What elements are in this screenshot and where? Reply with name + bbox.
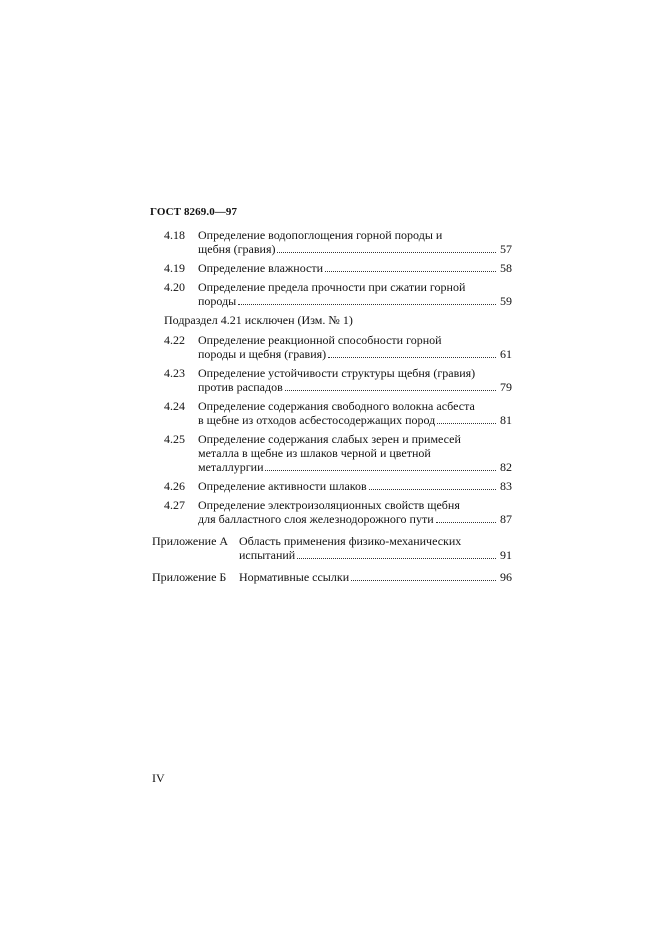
toc-title: Определение электроизоляционных свойств щебня xyxy=(198,498,460,512)
toc-title: Определение предела прочности при сжатии горной xyxy=(198,280,466,294)
toc-title-cont: металла в щебне из шлаков черной и цветной xyxy=(198,446,431,460)
toc-title: Определение влажности xyxy=(198,261,323,275)
document-header: ГОСТ 8269.0—97 xyxy=(150,206,238,218)
toc-appendix-b xyxy=(152,570,512,584)
toc-page: 59 xyxy=(500,294,512,308)
toc-title: Определение водопоглощения горной породы и xyxy=(198,228,443,242)
toc-title: Область применения физико-механических xyxy=(239,534,462,548)
toc-number: 4.20 xyxy=(164,280,185,294)
toc-page: 87 xyxy=(500,512,512,526)
toc-page: 57 xyxy=(500,242,512,256)
toc-number: 4.24 xyxy=(164,399,185,413)
toc-title-cont: в щебне из отходов асбестосодержащих пород xyxy=(198,413,436,427)
toc-title-cont: металлургии xyxy=(198,460,264,474)
leader-dots xyxy=(265,460,496,471)
toc-entry-4-26 xyxy=(152,479,512,493)
toc-excluded-note: Подраздел 4.21 исключен (Изм. № 1) xyxy=(164,313,353,327)
page-number-roman: IV xyxy=(152,771,165,785)
toc-title-cont: испытаний xyxy=(239,548,296,562)
toc-title: Определение содержания свободного волокна асбеста xyxy=(198,399,475,413)
toc-entry-4-22 xyxy=(152,333,512,361)
toc-entry-4-27 xyxy=(152,498,512,526)
toc-title: Нормативные ссылки xyxy=(239,570,350,584)
toc-entry-4-23 xyxy=(152,366,512,394)
toc-number: 4.27 xyxy=(164,498,185,512)
toc-number: 4.19 xyxy=(164,261,185,275)
leader-dots xyxy=(277,242,496,253)
toc-number: 4.22 xyxy=(164,333,185,347)
table-of-contents xyxy=(152,228,512,589)
toc-page: 83 xyxy=(500,479,512,493)
toc-page: 82 xyxy=(500,460,512,474)
toc-page: 61 xyxy=(500,347,512,361)
leader-dots xyxy=(369,479,496,490)
toc-number: 4.26 xyxy=(164,479,185,493)
toc-title: Определение содержания слабых зерен и примесей xyxy=(198,432,461,446)
toc-entry-4-25 xyxy=(152,432,512,474)
toc-entry-4-20 xyxy=(152,280,512,308)
toc-page: 81 xyxy=(500,413,512,427)
leader-dots xyxy=(325,261,496,272)
leader-dots xyxy=(238,294,496,305)
leader-dots xyxy=(285,380,496,391)
toc-title-cont: для балластного слоя железнодорожного пути xyxy=(198,512,434,526)
toc-page: 91 xyxy=(500,548,512,562)
toc-title-cont: против распадов xyxy=(198,380,283,394)
toc-title-cont: породы и щебня (гравия) xyxy=(198,347,327,361)
toc-title-cont: щебня (гравия) xyxy=(198,242,276,256)
toc-number: 4.25 xyxy=(164,432,185,446)
appendix-label: Приложение А xyxy=(152,534,229,548)
toc-page: 96 xyxy=(500,570,512,584)
toc-page: 58 xyxy=(500,261,512,275)
toc-number: 4.18 xyxy=(164,228,185,242)
leader-dots xyxy=(351,570,496,581)
toc-appendix-a xyxy=(152,534,512,562)
toc-number: 4.23 xyxy=(164,366,185,380)
leader-dots xyxy=(328,347,496,358)
appendix-label: Приложение Б xyxy=(152,570,227,584)
toc-page: 79 xyxy=(500,380,512,394)
toc-title: Определение реакционной способности горной xyxy=(198,333,442,347)
leader-dots xyxy=(437,413,496,424)
toc-entry-4-19 xyxy=(152,261,512,275)
toc-entry-4-24 xyxy=(152,399,512,427)
toc-entry-4-18 xyxy=(152,228,512,256)
toc-title: Определение устойчивости структуры щебня (гравия) xyxy=(198,366,476,380)
toc-title: Определение активности шлаков xyxy=(198,479,367,493)
leader-dots xyxy=(297,548,496,559)
toc-title-cont: породы xyxy=(198,294,237,308)
leader-dots xyxy=(436,512,496,523)
